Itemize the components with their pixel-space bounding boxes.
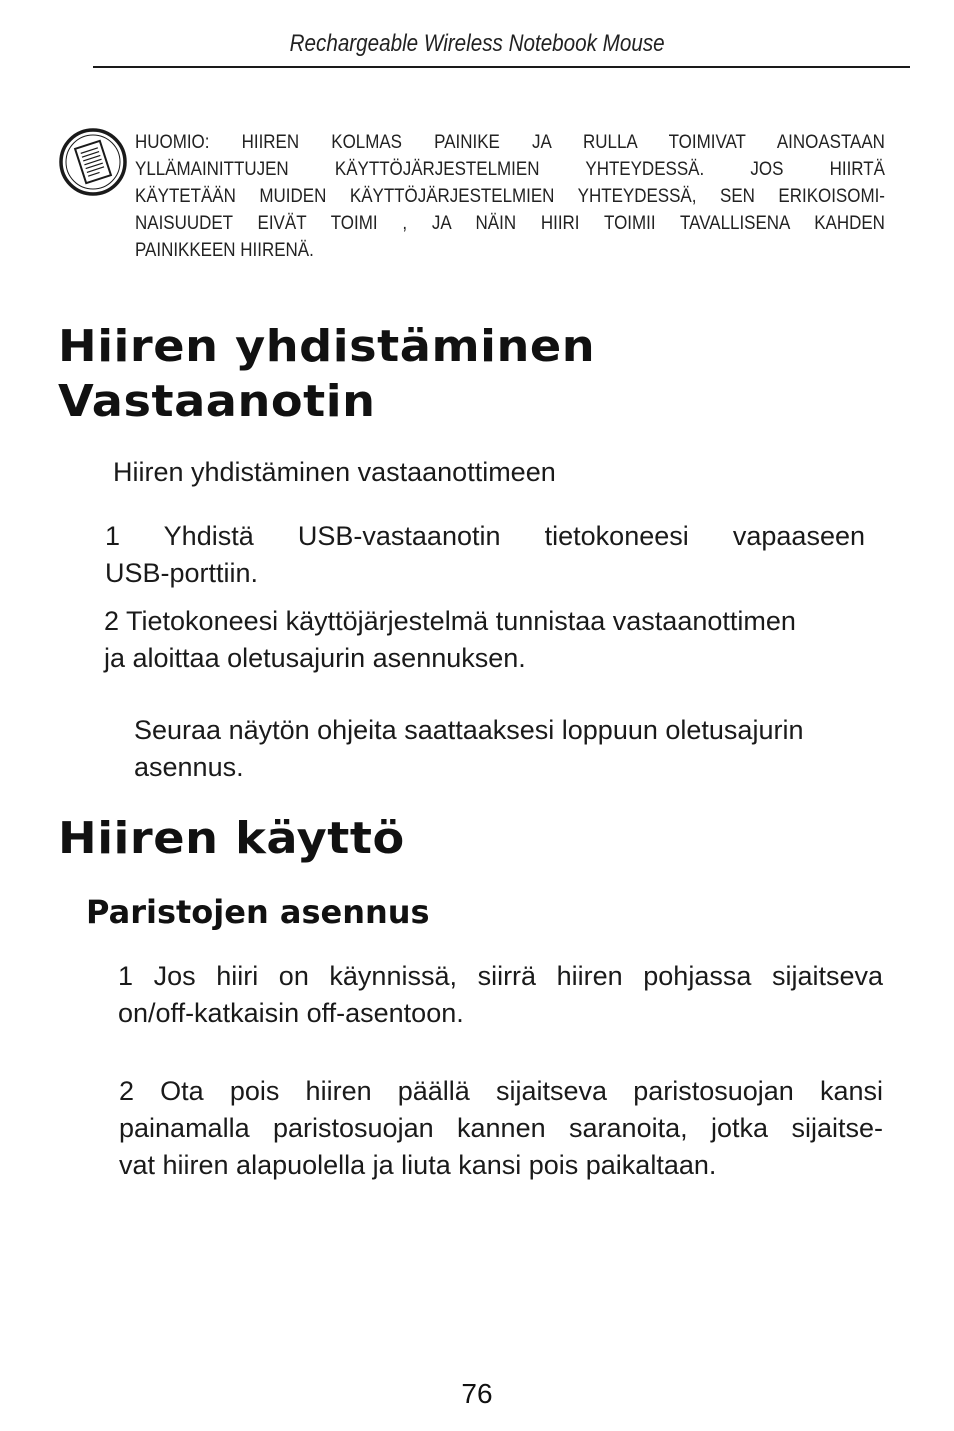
note-text [135, 129, 885, 264]
connect-step-2-line: 2 Tietokoneesi käyttöjärjestelmä tunnistaa vastaanottimen [104, 606, 796, 636]
note-line: KÄYTETÄÄN MUIDEN KÄYTTÖJÄRJESTELMIEN YHTEYDESSÄ, SEN ERIKOISOMI- [135, 185, 885, 207]
subsection-title-batteries: Paristojen asennus [86, 893, 430, 931]
section-title-usage: Hiiren käyttö [58, 813, 405, 864]
intro-text: Hiiren yhdistäminen vastaanottimeen [113, 457, 556, 487]
battery-step-1-line: 1 Jos hiiri on käynnissä, siirrä hiiren pohjassa sijaitseva [118, 961, 883, 991]
note-line: HUOMIO: HIIREN KOLMAS PAINIKE JA RULLA TOIMIVAT AINOASTAAN [135, 131, 885, 153]
connect-step-1 [105, 518, 865, 592]
page-number: 76 [461, 1378, 493, 1409]
note-line: YLLÄMAINITTUJEN KÄYTTÖJÄRJESTELMIEN YHTEYDESSÄ. JOS HIIRTÄ [135, 158, 885, 180]
battery-step-1-line: on/off-katkaisin off-asentoon. [118, 998, 464, 1028]
section-title-receiver: Vastaanotin [58, 376, 376, 427]
battery-step-2 [119, 1073, 883, 1184]
running-header: Rechargeable Wireless Notebook Mouse [289, 30, 665, 57]
battery-step-2-line: painamalla paristosuojan kannen saranoita, jotka sijaitse- [119, 1113, 883, 1143]
follow-instructions-line: Seuraa näytön ohjeita saattaaksesi loppuun oletusajurin [134, 715, 804, 745]
battery-step-1 [118, 958, 883, 1032]
header-rule [93, 66, 910, 68]
battery-step-2-line: vat hiiren alapuolella ja liuta kansi pois paikaltaan. [119, 1150, 717, 1180]
follow-instructions [134, 712, 894, 786]
follow-instructions-line: asennus. [134, 752, 244, 782]
connect-step-2-line: ja aloittaa oletusajurin asennuksen. [104, 643, 526, 673]
connect-step-1-line: USB-porttiin. [105, 558, 259, 588]
section-title-connect: Hiiren yhdistäminen [58, 321, 596, 372]
note-icon [58, 127, 128, 197]
note-line: PAINIKKEEN HIIRENÄ. [135, 239, 314, 261]
connect-step-1-line: 1 Yhdistä USB-vastaanotin tietokoneesi vapaaseen [105, 521, 865, 551]
connect-step-2 [104, 603, 884, 677]
battery-step-2-line: 2 Ota pois hiiren päällä sijaitseva paristosuojan kansi [119, 1076, 883, 1106]
note-line: NAISUUDET EIVÄT TOIMI , JA NÄIN HIIRI TOIMII TAVALLISENA KAHDEN [135, 212, 885, 234]
